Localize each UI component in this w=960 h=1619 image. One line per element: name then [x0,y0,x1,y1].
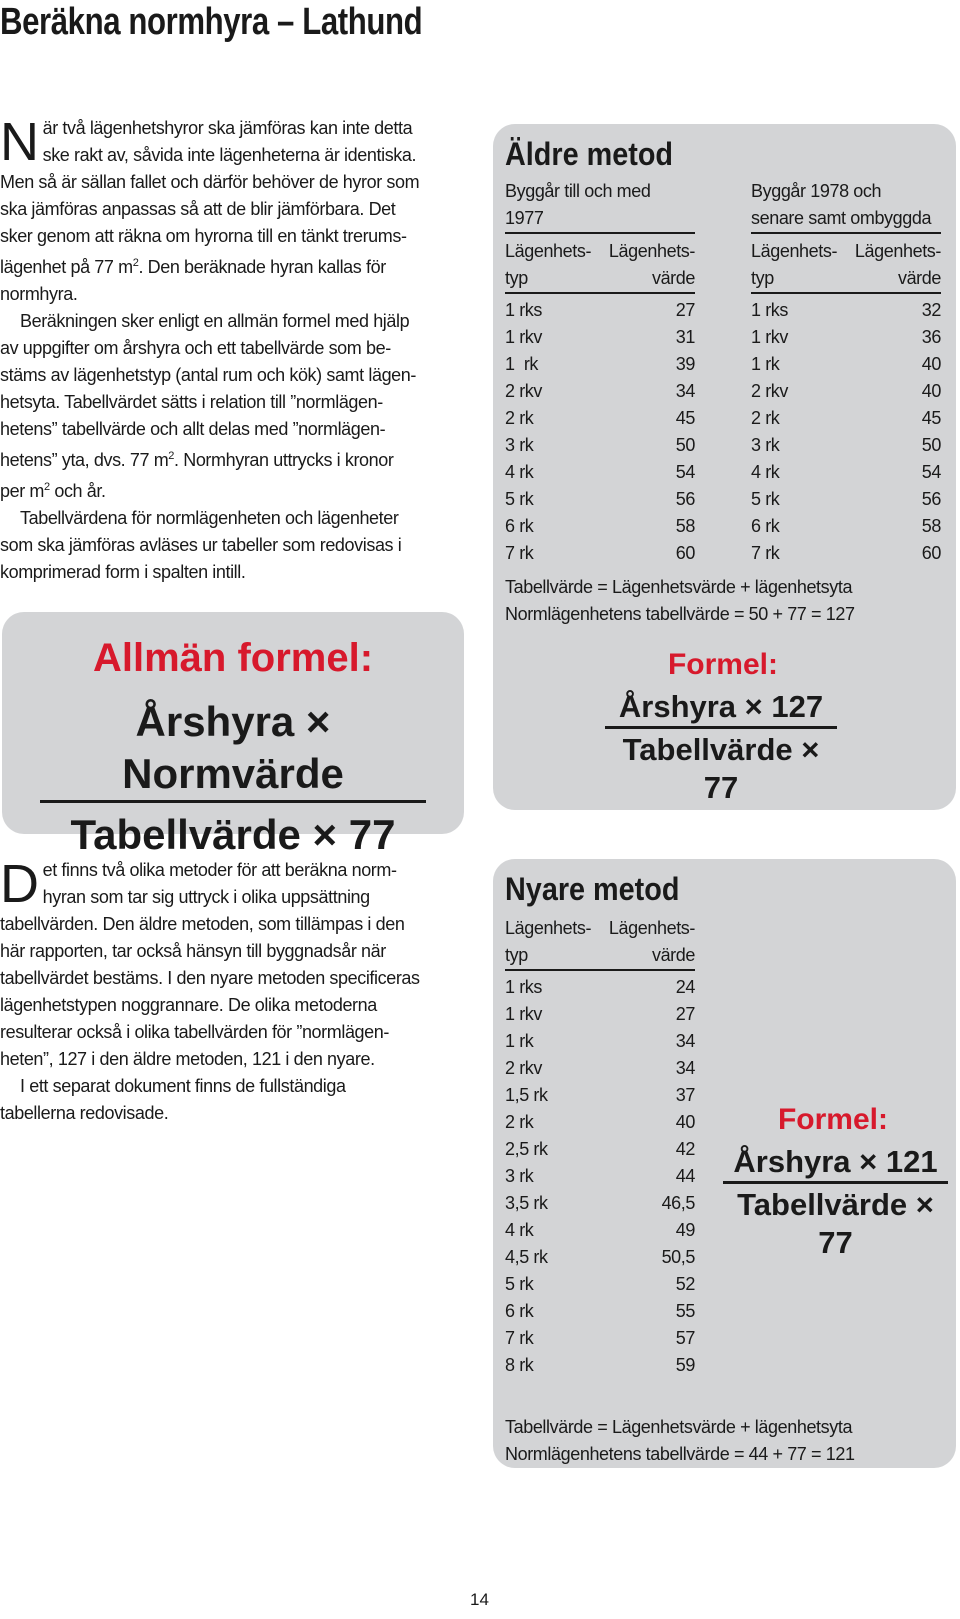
col-header-value: värde [651,268,695,288]
cell-type: 2 rk [505,408,534,428]
formula-denominator: Tabellvärde × 77 [622,732,820,805]
table-row [505,513,695,540]
text-line: I ett separat dokument finns de fullständiga [20,1076,346,1096]
older-table-from-1978 [751,178,941,567]
newer-formula-title: Formel: [777,1103,888,1136]
superscript: 2 [168,450,175,462]
cell-type: 1,5 rk [505,1085,548,1105]
cell-value: 44 [675,1166,695,1186]
cell-value: 46,5 [661,1193,695,1213]
table-body [505,974,695,1379]
dropcap: N [0,112,39,172]
text-line [0,250,462,281]
cell-value: 57 [675,1328,695,1348]
cell-value: 39 [675,354,695,374]
cell-value: 40 [921,354,941,374]
col-header-value: värde [651,945,695,965]
col-header-type: Lägenhets- [751,241,838,261]
col-header-type: typ [505,268,528,288]
cell-value: 45 [675,408,695,428]
cell-value: 58 [675,516,695,536]
table-row [505,405,695,432]
cell-type: 5 rk [751,489,780,509]
table-period-heading [505,178,695,234]
cell-value: 56 [921,489,941,509]
cell-value: 50 [675,435,695,455]
cell-type: 1 rk [751,354,780,374]
table-row [751,432,941,459]
cell-type: 4 rk [505,462,534,482]
cell-type: 5 rk [505,489,534,509]
cell-type: 4 rk [751,462,780,482]
note-line: Tabellvärde = Lägenhetsvärde + lägenhetsyta [505,1417,853,1437]
col-header-type: typ [505,945,528,965]
older-table-before-1978 [505,178,695,567]
formula-denominator: Tabellvärde × 77 [737,1187,934,1260]
cell-type: 1 rkv [505,1004,543,1024]
text-line: tabellerna redovisade. [0,1103,169,1123]
col-header-type: Lägenhets- [505,918,592,938]
newer-formula-fraction [723,1143,948,1262]
superscript: 2 [44,481,50,493]
older-formula-title: Formel: [667,648,778,681]
table-row [751,459,941,486]
cell-type: 3 rk [505,1166,534,1186]
cell-value: 27 [675,1004,695,1024]
table-row [505,297,695,324]
text-line: här rapporten, tar också hänsyn till byggnadsår när [0,941,386,961]
table-row [505,1325,695,1352]
table-row [505,1271,695,1298]
table-row [751,297,941,324]
cell-type: 4 rk [505,1220,534,1240]
table-column-header [751,238,941,294]
cell-type: 2 rk [751,408,780,428]
page-title: Beräkna normhyra – Lathund [0,1,423,43]
cell-type: 7 rk [751,543,780,563]
cell-type: 3 rk [751,435,780,455]
text-line: är två lägenhetshyror ska jämföras kan inte detta [42,118,413,138]
table-row [505,1001,695,1028]
table-row [751,540,941,567]
cell-value: 54 [675,462,695,482]
table-row [751,486,941,513]
col-header-value: Lägenhets- [854,241,941,261]
newer-method-note [505,1414,855,1468]
text-line: stäms av lägenhetstyp (antal rum och kök) samt lägen- [0,365,416,385]
cell-value: 34 [675,381,695,401]
text-span: . Normhyran uttrycks i kronor [174,450,394,470]
table-row [505,1190,695,1217]
table-row [751,378,941,405]
cell-value: 34 [675,1031,695,1051]
text-span: hetens” yta, dvs. 77 m [0,450,169,470]
text-span: lägenhet på 77 m [0,257,133,277]
col-header-value: värde [897,268,941,288]
dropcap: D [0,854,39,914]
col-header-type: Lägenhets- [505,241,592,261]
cell-value: 24 [675,977,695,997]
text-line: lägenhetstypen noggrannare. De olika metoderna [0,995,377,1015]
text-line: av uppgifter om årshyra och ett tabellvärde som be- [0,338,391,358]
text-line: hetsyta. Tabellvärdet sätts i relation till ”normlägen- [0,392,383,412]
text-line: sker genom att räkna om hyrorna till en tänkt trerums- [0,226,407,246]
heading-line: senare samt ombyggda [751,208,932,228]
table-row [751,351,941,378]
newer-table [505,915,695,1379]
cell-type: 6 rk [505,1301,534,1321]
text-line: tabellvärden. Den äldre metoden, som tillämpas i den [0,914,405,934]
table-body [505,297,695,567]
text-line: tabellvärdet bestäms. I den nyare metoden specificeras [0,968,420,988]
cell-value: 45 [921,408,941,428]
cell-value: 50 [921,435,941,455]
text-line: som ska jämföras avläses ur tabeller som redovisas i [0,535,402,555]
older-method-title: Äldre metod [505,136,674,172]
table-row [505,1163,695,1190]
table-row [505,1298,695,1325]
cell-type: 5 rk [505,1274,534,1294]
newer-method-panel [493,859,956,1468]
table-row [505,1082,695,1109]
col-header-type: typ [751,268,774,288]
cell-value: 52 [675,1274,695,1294]
text-line: normhyra. [0,284,78,304]
text-span: och år. [49,481,106,501]
table-row [751,324,941,351]
table-row [505,351,695,378]
text-line: komprimerad form i spalten intill. [0,562,246,582]
heading-line: 1977 [505,208,544,228]
cell-type: 1 rks [505,300,543,320]
general-formula-fraction [40,696,426,861]
page-number: 14 [470,1590,489,1609]
text-line: Tabellvärdena för normlägenheten och lägenheter [20,508,399,528]
cell-type: 3,5 rk [505,1193,548,1213]
cell-value: 59 [675,1355,695,1375]
table-row [505,378,695,405]
older-method-panel [493,124,956,810]
text-line: resulterar också i olika tabellvärden för ”normlägen- [0,1022,389,1042]
text-line: Men så är sällan fallet och därför behöver de hyror som [0,172,420,192]
intro-text [0,112,462,586]
table-body [751,297,941,567]
table-row [505,1109,695,1136]
formula-numerator: Årshyra × Normvärde [40,696,426,803]
table-row [505,1352,695,1379]
superscript: 2 [132,257,139,269]
cell-value: 42 [675,1139,695,1159]
methods-text [0,854,462,1127]
formula-numerator: Årshyra × 127 [605,688,837,729]
note-line: Tabellvärde = Lägenhetsvärde + lägenhetsyta [505,577,853,597]
table-row [505,1136,695,1163]
note-line: Normlägenhetens tabellvärde = 44 + 77 = 121 [505,1444,855,1464]
note-line: Normlägenhetens tabellvärde = 50 + 77 = 127 [505,604,855,624]
general-formula-title: Allmän formel: [92,636,374,680]
cell-value: 40 [675,1112,695,1132]
cell-type: 1 rkv [751,327,789,347]
cell-value: 56 [675,489,695,509]
table-row [505,1217,695,1244]
cell-value: 36 [921,327,941,347]
cell-value: 34 [675,1058,695,1078]
cell-type: 3 rk [505,435,534,455]
cell-value: 60 [675,543,695,563]
text-line: ske rakt av, såvida inte lägenheterna är identiska. [42,145,417,165]
col-header-value: Lägenhets- [608,918,695,938]
table-row [505,540,695,567]
older-formula-fraction [605,688,837,807]
cell-value: 40 [921,381,941,401]
text-line: et finns två olika metoder för att beräkna norm- [42,860,397,880]
table-column-header [505,915,695,971]
formula-numerator: Årshyra × 121 [723,1143,948,1184]
cell-type: 1 rk [505,354,539,374]
cell-type: 1 rks [751,300,789,320]
older-method-note [505,574,855,628]
text-span: per m [0,481,45,501]
newer-method-title: Nyare metod [505,871,680,907]
text-line: Beräkningen sker enligt en allmän formel med hjälp [20,311,410,331]
table-row [505,1244,695,1271]
cell-type: 8 rk [505,1355,534,1375]
general-formula-panel [2,612,464,858]
cell-value: 37 [675,1085,695,1105]
cell-type: 1 rk [505,1031,534,1051]
cell-type: 6 rk [751,516,780,536]
text-line: hetens” tabellvärde och allt delas med ”normlägen- [0,419,386,439]
cell-type: 2 rkv [505,381,543,401]
text-line: ska jämföras anpassas så att de blir jämförbara. Det [0,199,396,219]
table-row [505,459,695,486]
table-period-heading [751,178,941,234]
cell-value: 50,5 [661,1247,695,1267]
cell-type: 7 rk [505,1328,534,1348]
text-line [0,474,462,505]
table-row [751,405,941,432]
cell-type: 2 rkv [505,1058,543,1078]
cell-type: 2 rk [505,1112,534,1132]
cell-type: 1 rkv [505,327,543,347]
cell-value: 32 [921,300,941,320]
table-column-header [505,238,695,294]
cell-value: 27 [675,300,695,320]
cell-value: 54 [921,462,941,482]
heading-line: Byggår till och med [505,181,651,201]
cell-type: 1 rks [505,977,543,997]
cell-value: 31 [675,327,695,347]
col-header-value: Lägenhets- [608,241,695,261]
table-row [505,974,695,1001]
text-line [0,443,462,474]
cell-type: 6 rk [505,516,534,536]
heading-line: Byggår 1978 och [751,181,882,201]
table-row [505,1028,695,1055]
cell-type: 2 rkv [751,381,789,401]
cell-value: 58 [921,516,941,536]
cell-type: 2,5 rk [505,1139,548,1159]
cell-type: 4,5 rk [505,1247,548,1267]
table-row [505,324,695,351]
table-row [505,1055,695,1082]
cell-type: 7 rk [505,543,534,563]
table-row [751,513,941,540]
cell-value: 49 [675,1220,695,1240]
text-span: . Den beräknade hyran kallas för [138,257,386,277]
text-line: hyran som tar sig uttryck i olika uppsättning [42,887,370,907]
cell-value: 55 [675,1301,695,1321]
cell-value: 60 [921,543,941,563]
table-row [505,432,695,459]
text-line: heten”, 127 i den äldre metoden, 121 i den nyare. [0,1049,375,1069]
formula-denominator: Tabellvärde × 77 [70,811,396,858]
table-row [505,486,695,513]
